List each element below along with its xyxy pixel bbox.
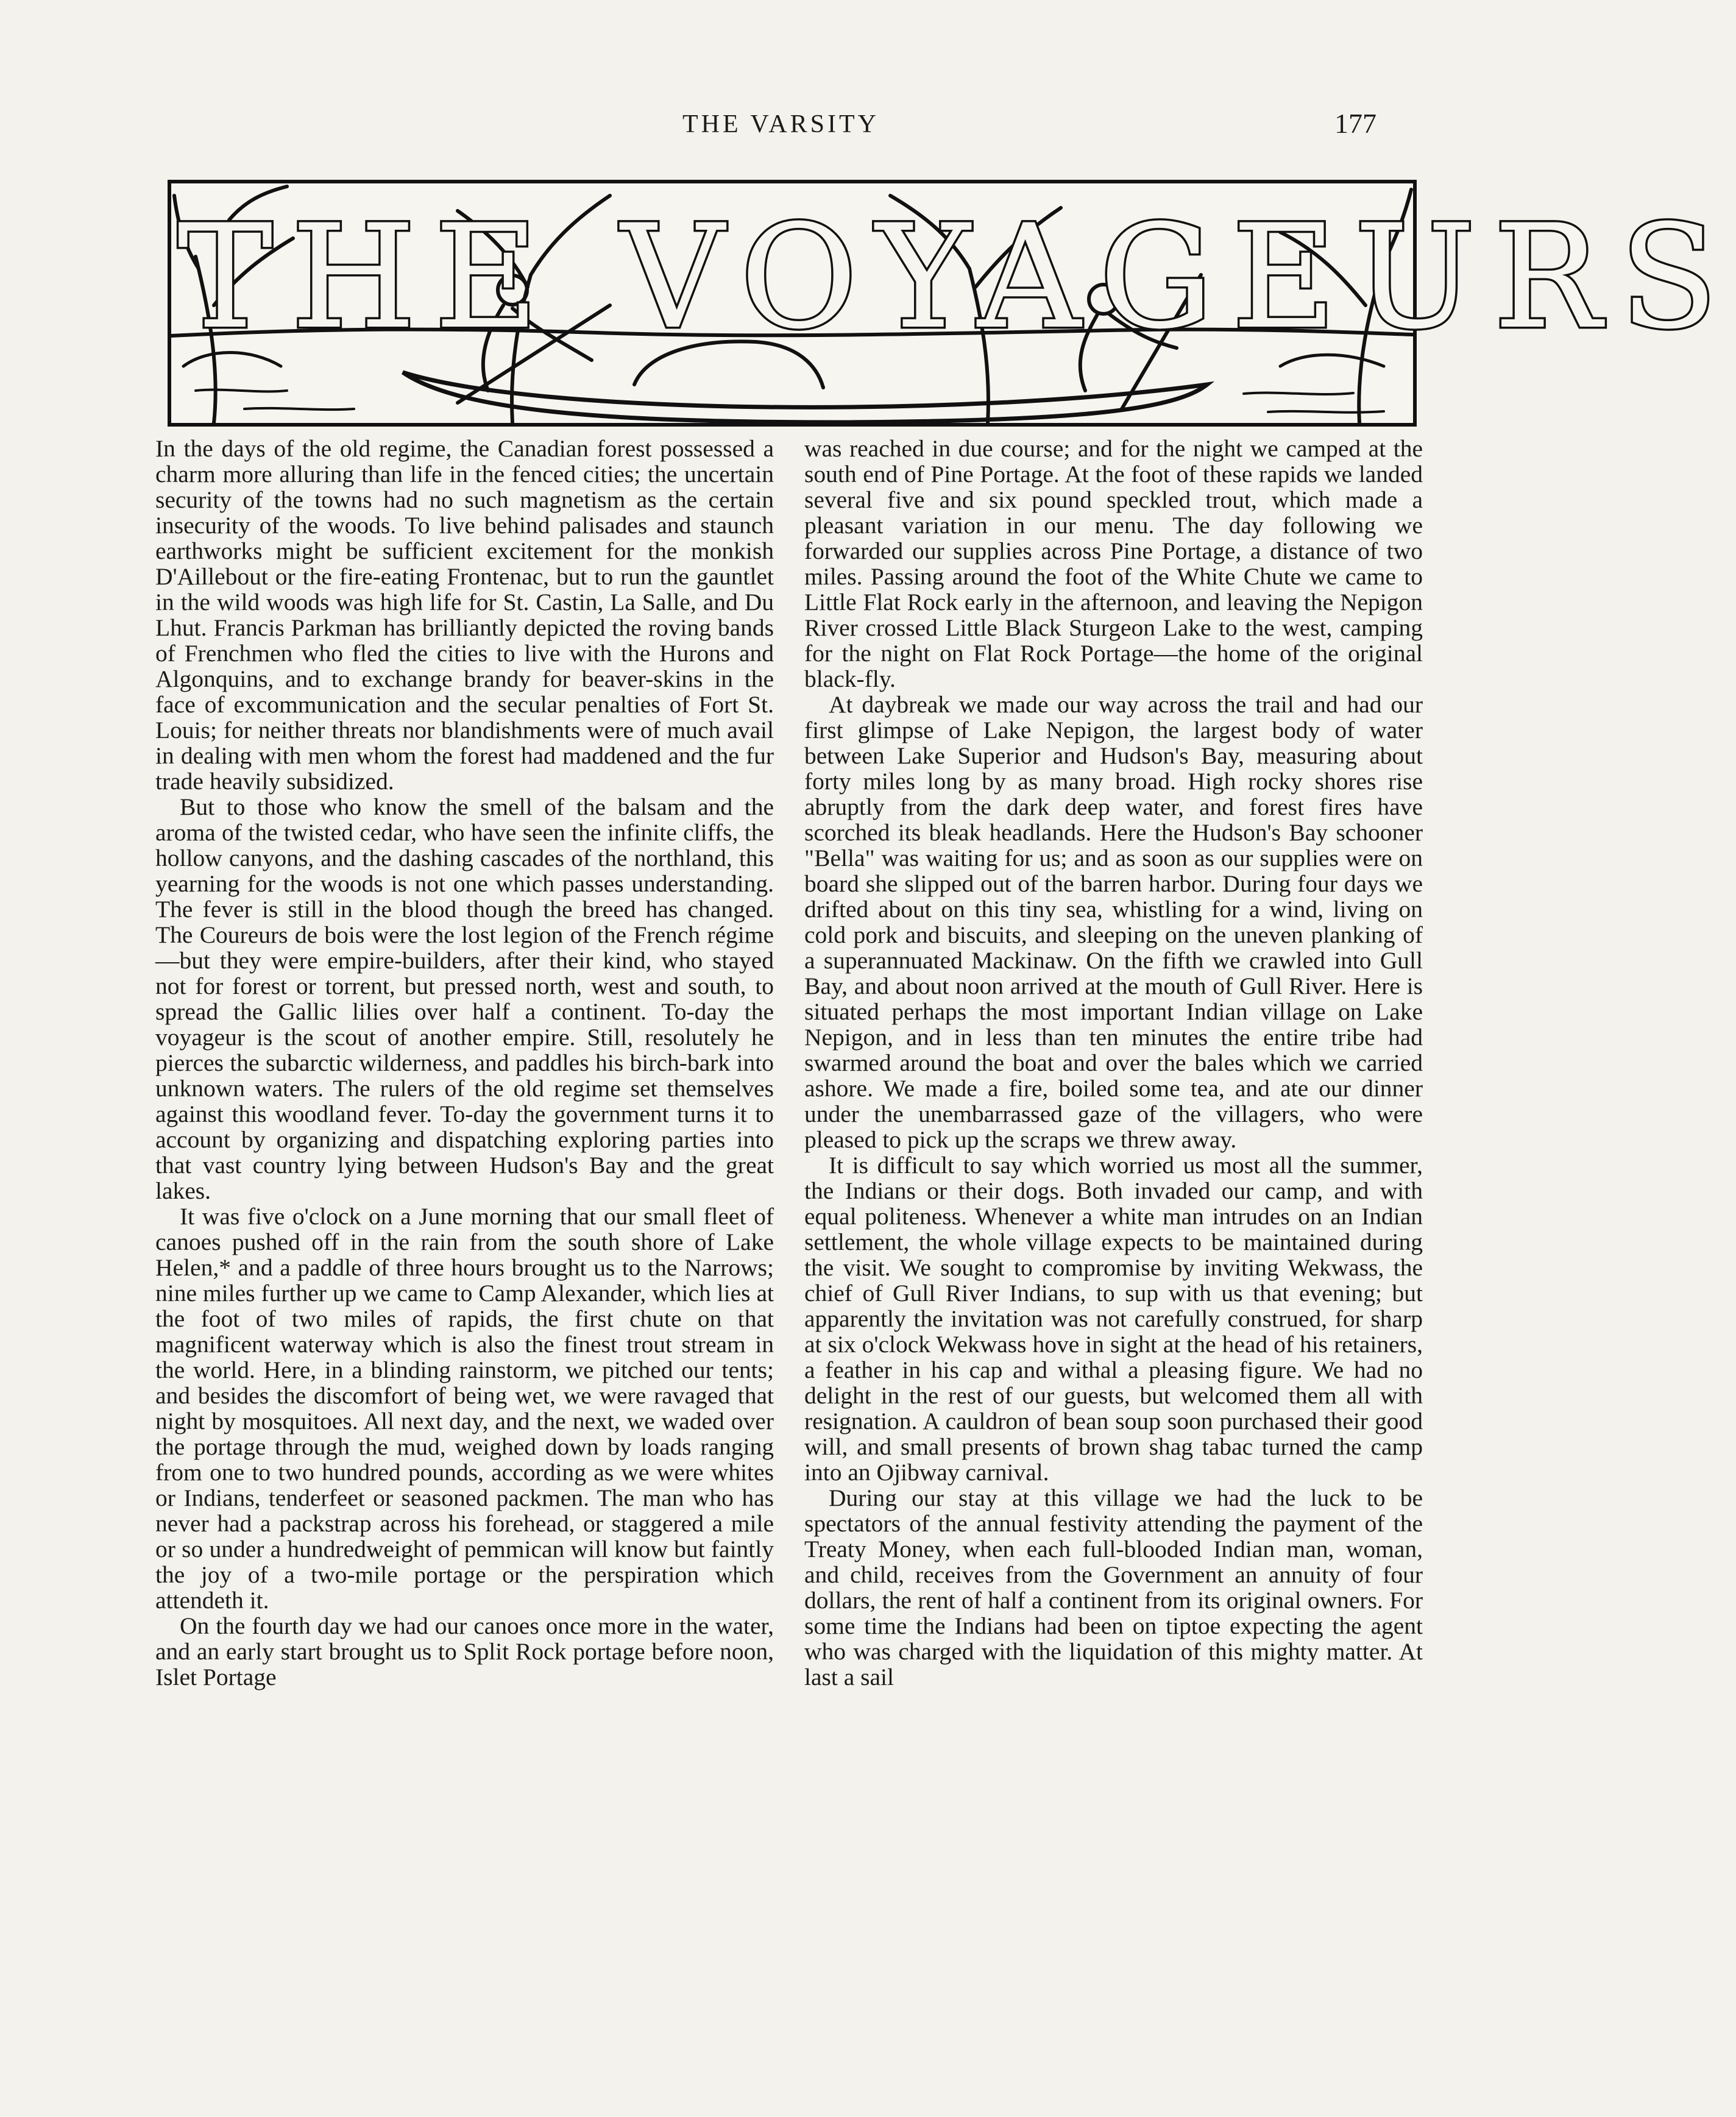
banner-title: THE VOYAGEURS	[177, 194, 1736, 361]
paragraph: On the fourth day we had our canoes once more in the water, and an early start brought us to Split Rock portage before noon, Islet Portage	[155, 1612, 774, 1690]
article-right-column	[804, 436, 1423, 1690]
paragraph: It was five o'clock on a June morning that our small fleet of canoes pushed off in the rain from the south shore of Lake Helen,* and a paddle of three hours brought us to the Narrows; nine miles further up we came to Camp Alexander, which lies at the foot of two miles of rapids, the first chute on that magnificent waterway which is also the finest trout stream in the world. Here, in a blinding rainstorm, we pitched our tents; and besides the discomfort of being wet, we were ravaged that night by mosquitoes. All next day, and the next, we waded over the portage through the mud, weighed down by loads ranging from one to two hundred pounds, according as we were whites or Indians, tenderfeet or seasoned packmen. The man who has never had a packstrap across his forehead, or staggered a mile or so under a hundredweight of pemmican will know but faintly the joy of a two-mile portage or the perspiration which attendeth it.	[155, 1203, 774, 1614]
paragraph: At daybreak we made our way across the trail and had our first glimpse of Lake Nepigon, the largest body of water between Lake Superior and Hudson's Bay, measuring about forty miles long by as many broad. High rocky shores rise abruptly from the dark deep water, and forest fires have scorched its bleak headlands. Here the Hudson's Bay schooner "Bella" was waiting for us; and as soon as our supplies were on board she slipped out of the barren harbor. During four days we drifted about on this tiny sea, whistling for a wind, living on cold pork and biscuits, and sleeping on the uneven planking of a superannuated Mackinaw. On the fifth we crawled into Gull Bay, and about noon arrived at the mouth of Gull River. Here is situated perhaps the most important Indian village on Lake Nepigon, and in less than ten minutes the entire tribe had swarmed around the boat and over the bales which we carried ashore. We made a fire, boiled some tea, and ate our dinner under the unembarrassed gaze of the villagers, who were pleased to pick up the scraps we threw away.	[804, 691, 1423, 1153]
title-banner	[168, 180, 1736, 427]
article-left-column	[155, 436, 774, 1690]
paragraph: was reached in due course; and for the night we camped at the south end of Pine Portage. At the foot of these rapids we landed several five and six pound speckled trout, which made a pleasant variation in our menu. The day following we forwarded our supplies across Pine Portage, a distance of two miles. Passing around the foot of the White Chute we came to Little Flat Rock early in the afternoon, and leaving the Nepigon River crossed Little Black Sturgeon Lake to the west, camping for the night on Flat Rock Portage—the home of the original black-fly.	[804, 435, 1423, 692]
running-head	[0, 110, 1594, 152]
canoe	[403, 372, 1207, 422]
page-number: 177	[1334, 108, 1376, 139]
paragraph: It is difficult to say which worried us most all the summer, the Indians or their dogs. Both invaded our camp, and with equal politeness. Whenever a white man intrudes on an Indian settlement, the whole village expects to be maintained during the visit. We sought to compromise by inviting Wekwass, the chief of Gull River Indians, to sup with us that evening; but apparently the invitation was not carefully construed, for sharp at six o'clock Wekwass hove in sight at the head of his retainers, a feather in his cap and withal a pleasing figure. We had no delight in the rest of our guests, but welcomed them all with resignation. A cauldron of bean soup soon purchased their good will, and small presents of brown shag tabac turned the camp into an Ojibway carnival.	[804, 1152, 1423, 1486]
paragraph: But to those who know the smell of the balsam and the aroma of the twisted cedar, who have seen the infinite cliffs, the hollow canyons, and the dashing cascades of the northland, this yearning for the woods is not one which passes understanding. The fever is still in the blood though the breed has changed. The Coureurs de bois were the lost legion of the French régime—but they were empire-builders, after their kind, who stayed not for forest or torrent, but pressed north, west and south, to spread the Gallic lilies over half a continent. To-day the voyageur is the scout of another empire. Still, resolutely he pierces the subarctic wilderness, and paddles his birch-bark into unknown waters. The rulers of the old regime set themselves against this woodland fever. To-day the government turns it to account by organizing and dispatching exploring parties into that vast country lying between Hudson's Bay and the great lakes.	[155, 793, 774, 1204]
paragraph: During our stay at this village we had the luck to be spectators of the annual festivity attending the payment of the Treaty Money, when each full-blooded Indian man, woman, and child, receives from the Government an annuity of four dollars, the rent of half a continent from its original owners. For some time the Indians had been on tiptoe expecting the agent who was charged with the liquidation of this mighty matter. At last a sail	[804, 1484, 1423, 1690]
running-title: THE VARSITY	[682, 110, 879, 138]
paragraph: In the days of the old regime, the Canadian forest possessed a charm more alluring than life in the fenced cities; the uncertain security of the towns had no such magnetism as the certain insecurity of the woods. To live behind palisades and staunch earthworks might be sufficient excitement for the monkish D'Aillebout or the fire-eating Frontenac, but to run the gauntlet in the wild woods was high life for St. Castin, La Salle, and Du Lhut. Francis Parkman has brilliantly depicted the roving bands of Frenchmen who fled the cities to live with the Hurons and Algonquins, and to exchange brandy for beaver-skins in the face of excommunication and the secular penalties of Fort St. Louis; for neither threats nor blandishments were of much avail in dealing with men whom the forest had maddened and the fur trade heavily subsidized.	[155, 435, 774, 795]
